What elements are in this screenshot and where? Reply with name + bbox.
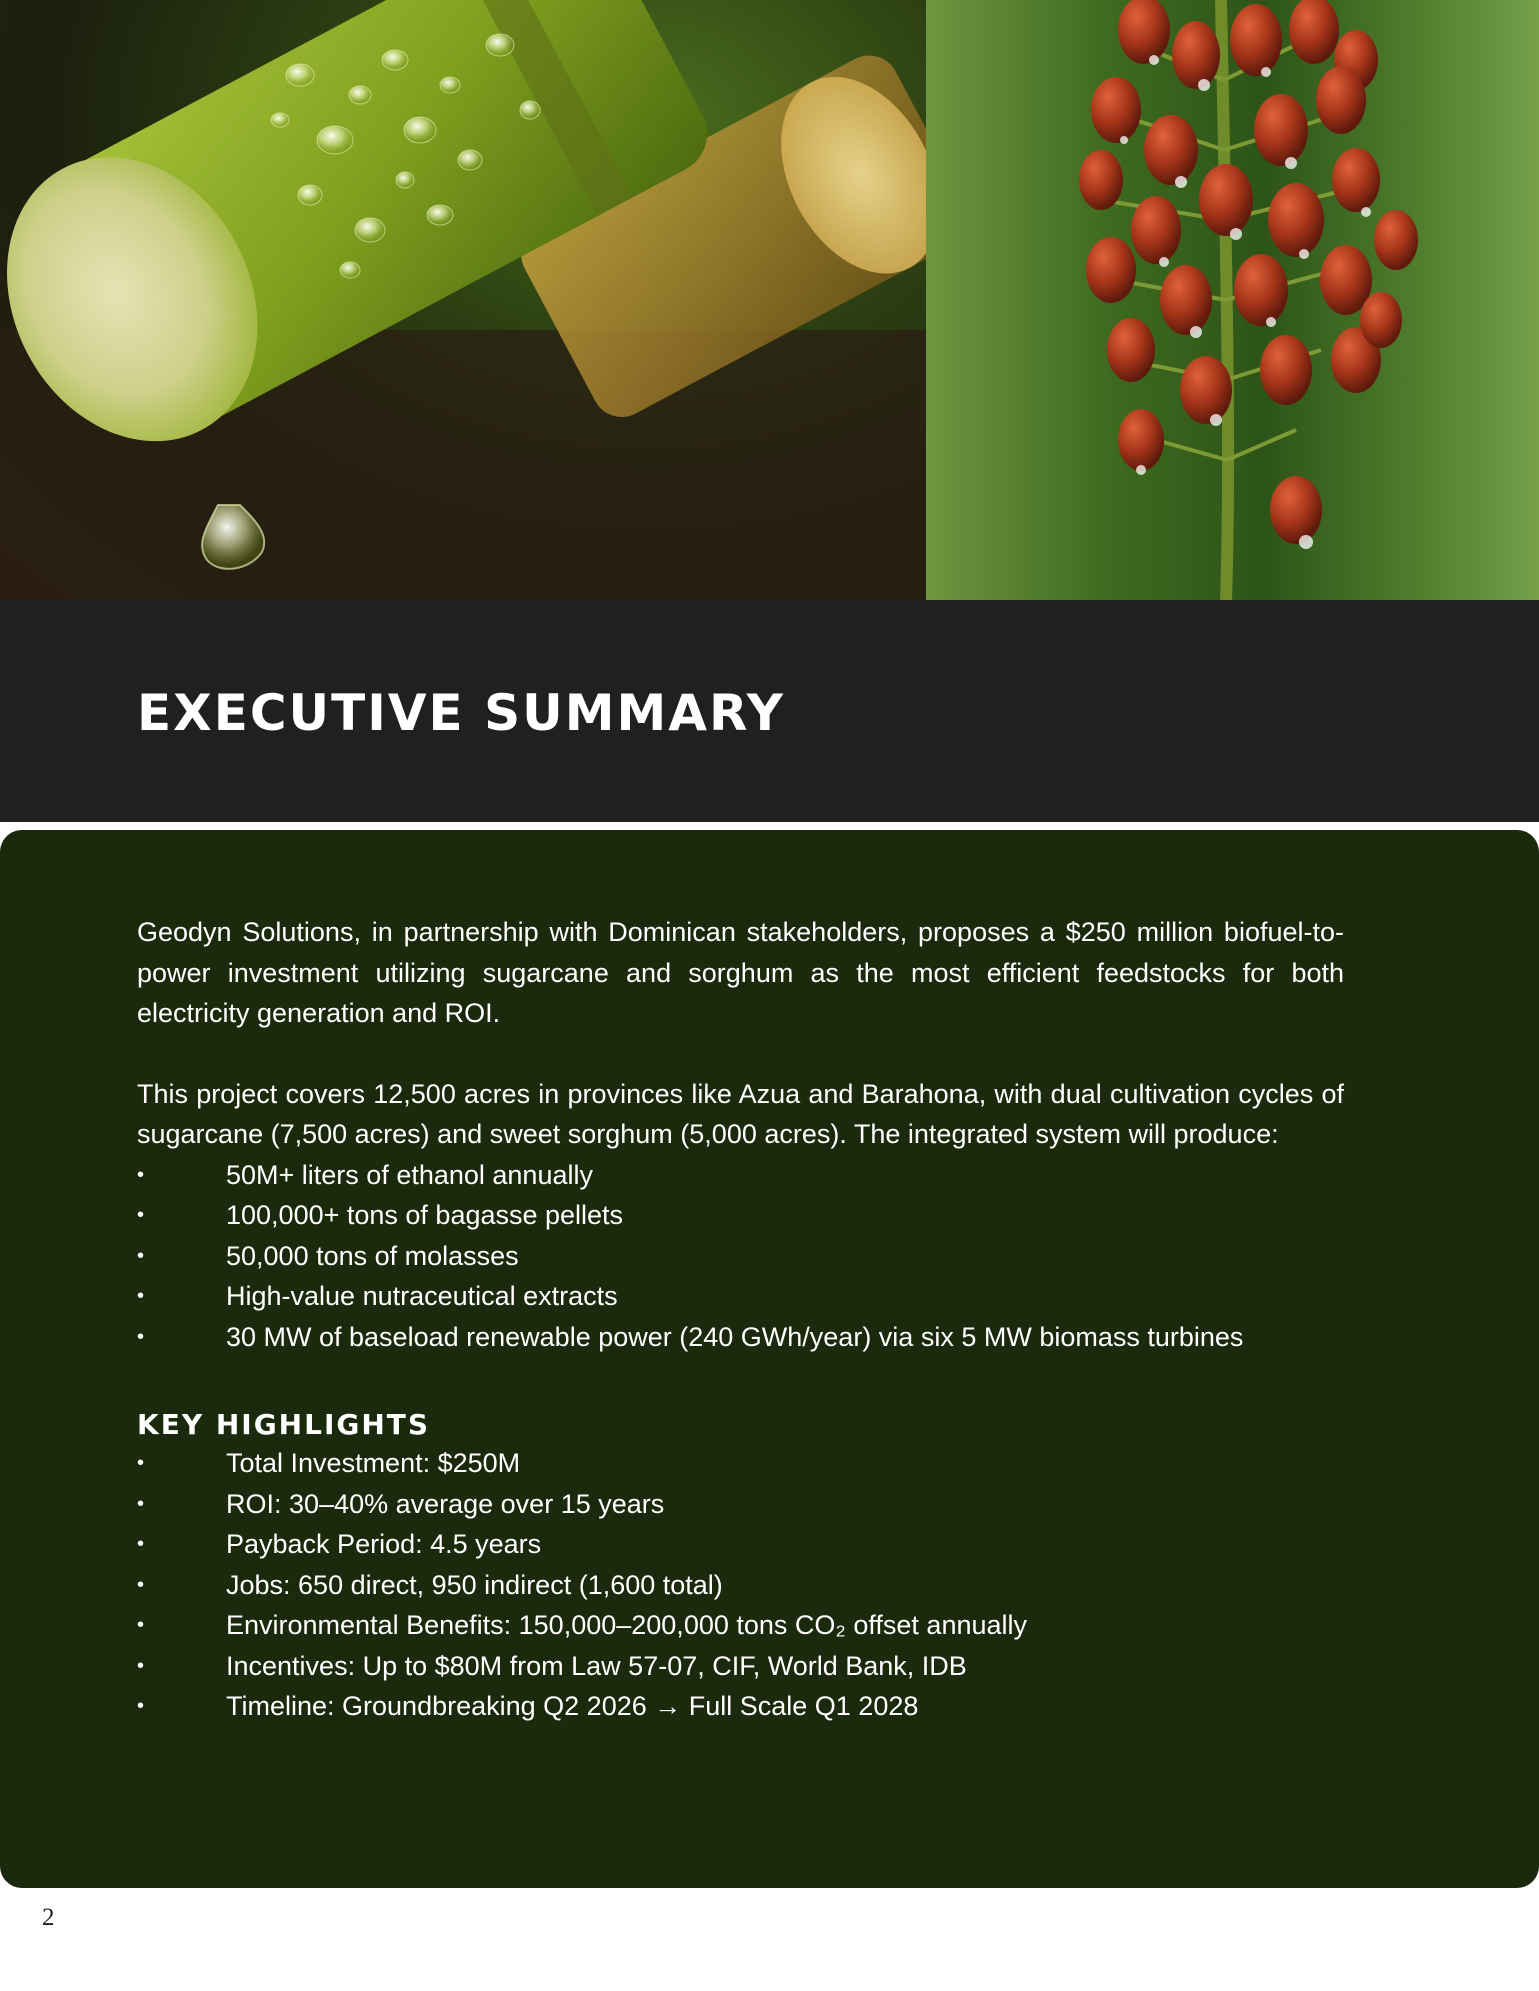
intro-paragraph: Geodyn Solutions, in partnership with Dominican stakeholders, proposes a $250 million biofuel-to-power investment utilizing sugarcane and sorghum as the most efficient feedstocks for both electricity generation and ROI.	[137, 917, 1344, 1028]
list-item: • Payback Period: 4.5 years	[137, 1524, 1344, 1565]
page-title: EXECUTIVE SUMMARY	[137, 684, 785, 742]
header-photos	[0, 0, 1539, 600]
sorghum-photo	[926, 0, 1539, 600]
list-item: • Environmental Benefits: 150,000–200,000 tons CO₂ offset annually	[137, 1605, 1344, 1646]
list-item: • ROI: 30–40% average over 15 years	[137, 1484, 1344, 1525]
list-item: • Timeline: Groundbreaking Q2 2026 → Full Scale Q1 2028	[137, 1686, 1344, 1727]
list-item: • High-value nutraceutical extracts	[137, 1276, 1344, 1317]
list-item: • 50,000 tons of molasses	[137, 1236, 1344, 1277]
sugarcane-photo	[0, 0, 926, 600]
page-number: 2	[42, 1904, 55, 1931]
list-item: • Total Investment: $250M	[137, 1443, 1344, 1484]
highlights-list	[137, 1443, 1344, 1727]
scope-paragraph: This project covers 12,500 acres in provinces like Azua and Barahona, with dual cultivation cycles of sugarcane (7,500 acres) and sweet sorghum (5,000 acres). The integrated system will produce:	[137, 1078, 1344, 1149]
key-highlights-heading: KEY HIGHLIGHTS	[137, 1408, 431, 1441]
list-item: • Incentives: Up to $80M from Law 57-07, CIF, World Bank, IDB	[137, 1646, 1344, 1687]
list-item: • 100,000+ tons of bagasse pellets	[137, 1195, 1344, 1236]
list-item: • 30 MW of baseload renewable power (240 GWh/year) via six 5 MW biomass turbines	[137, 1317, 1344, 1358]
outputs-list	[137, 1155, 1344, 1358]
list-item: • Jobs: 650 direct, 950 indirect (1,600 total)	[137, 1565, 1344, 1606]
list-item: • 50M+ liters of ethanol annually	[137, 1155, 1344, 1196]
summary-content	[137, 912, 1344, 1727]
